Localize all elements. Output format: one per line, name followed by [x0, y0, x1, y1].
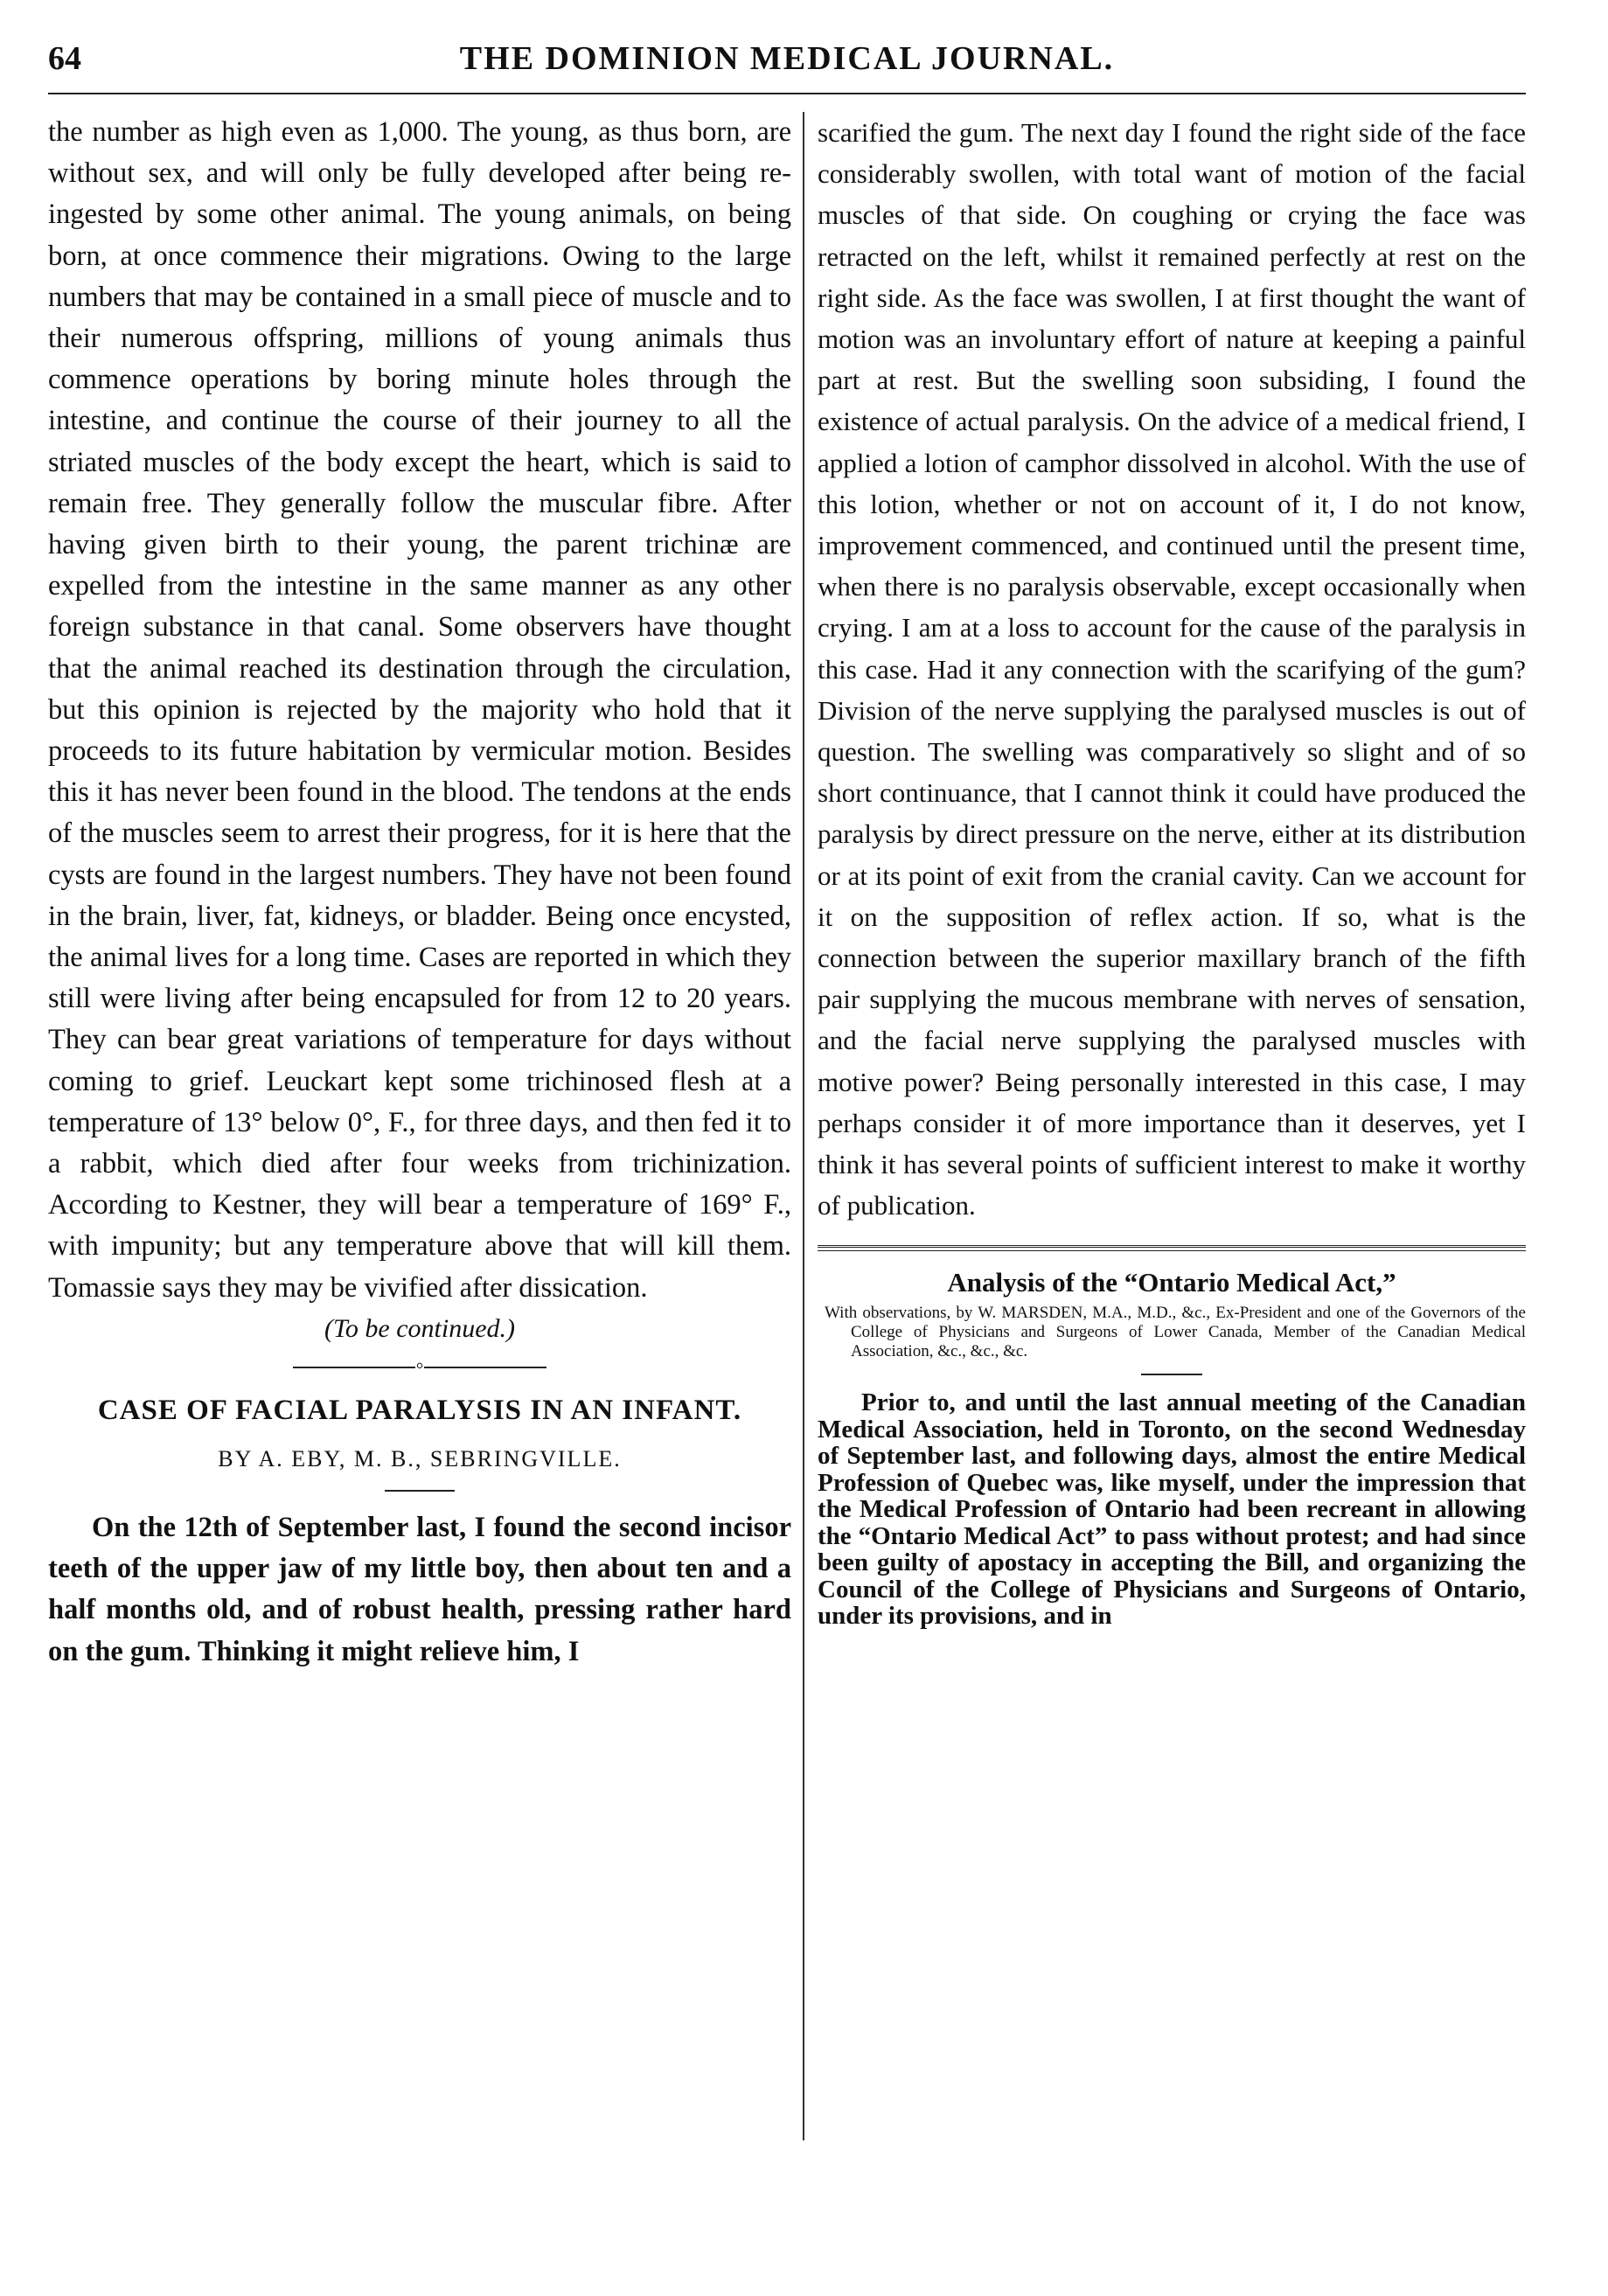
section-rule [818, 1245, 1526, 1251]
article-title: CASE OF FACIAL PARALYSIS IN AN INFANT. [97, 1394, 742, 1426]
analysis-title: Analysis of the “Ontario Medical Act,” [947, 1267, 1396, 1298]
article-byline: BY A. EBY, M. B., SEBRINGVILLE. [218, 1445, 622, 1472]
page-number: 64 [48, 40, 81, 77]
analysis-subtitle: With observations, by W. MARSDEN, M.A., M.D., &c., Ex-President and one of the Governors of the College of Physicians and Surgeons of Lower Canada, Member of the Canadian Medical Association, &c., &c., &c. [825, 1304, 1526, 1361]
ornament-divider: ◦ [48, 1353, 791, 1379]
paralysis-article-continuation: scarified the gum. The next day I found the right side of the face considerably swollen, with total want of motion of the facial muscles of that side. On coughing or crying the face was retracted on the left, whilst it remained perfectly at rest on the right side. As the face was swollen, I at first thought the want of motion was an involuntary effort of nature at keeping a painful part at rest. But the swelling soon subsiding, I found the existence of actual paralysis. On the advice of a medical friend, I applied a lotion of camphor dissolved in alcohol. With the use of this lotion, whether or not on account of it, I do not know, improvement commenced, and continued until the present time, when there is no paralysis observable, except occasionally when crying. I am at a loss to account for the cause of the paralysis in this case. Had it any connection with the scarifying of the gum? Division of the nerve supplying the paralysed muscles is out of question. The swelling was comparatively so slight and of so short continuance, that I cannot think it could have produced the paralysis by direct pressure on the nerve, either at its distribution or at its point of exit from the cranial cavity. Can we account for it on the supposition of reflex action. If so, what is the connection between the superior maxillary branch of the fifth pair supplying the mucous membrane with nerves of sensation, and the facial nerve supplying the paralysed muscles with motive power? Being personally interested in this case, I may perhaps consider it of more importance than it deserves, yet I think it has several points of sufficient interest to make it worthy of publication. [818, 117, 1526, 1221]
short-rule [1141, 1374, 1202, 1375]
running-head: THE DOMINION MEDICAL JOURNAL. [459, 40, 1115, 77]
to-be-continued: (To be continued.) [324, 1313, 516, 1343]
trichina-article-continuation: the number as high even as 1,000. The young, as thus born, are without sex, and will only be fully developed after being re-ingested by some other animal. The young animals, on being born, at once commence their migrations. Owing to the large numbers that may be contained in a small piece of muscle and to their numerous offspring, millions of young animals thus commence operations by boring minute holes through the intestine, and continue the course of their journey to all the striated muscles of the body except the heart, which is said to remain free. They generally follow the muscular fibre. After having given birth to their young, the parent trichinæ are expelled from the intestine in the same manner as any other foreign substance in that canal. Some observers have thought that the animal reached its destination through the circulation, but this opinion is rejected by the majority who hold that it proceeds to its future habitation by vermicular motion. Besides this it has never been found in the blood. The tendons at the ends of the muscles seem to arrest their progress, for it is here that the cysts are found in the largest numbers. They have not been found in the brain, liver, fat, kidneys, or bladder. Being once encysted, the animal lives for a long time. Cases are reported in which they still were living after being encapsuled for from 12 to 20 years. They can bear great variations of temperature for days without coming to grief. Leuckart kept some trichinosed flesh at a temperature of 13° below 0°, F., for three days, and then fed it to a rabbit, which died after four weeks from trichinization. According to Kestner, they will bear a temperature of 169° F., with impunity; but any temperature above that will kill them. Tomassie says they may be vivified after dissication. [48, 116, 791, 1304]
paralysis-article-body: On the 12th of September last, I found the second incisor teeth of the upper jaw of my little boy, then about ten and a half months old, and of robust health, pressing rather hard on the gum. Thinking it might relieve him, I [48, 1511, 791, 1667]
right-column [818, 112, 1526, 2140]
analysis-body: Prior to, and until the last annual meeting of the Canadian Medical Association, held in Toronto, on the second Wednesday of September last, and following days, almost the entire Medical Profession of Quebec was, like myself, under the impression that the Medical Profession of Ontario had been recreant in allowing the “Ontario Medical Act” to pass without protest; and had since been guilty of apostacy in accepting the Bill, and organizing the Council of the College of Physicians and Surgeons of Ontario, under its provisions, and in [818, 1388, 1526, 1631]
header-rule [48, 93, 1526, 94]
column-divider [803, 112, 804, 2140]
short-rule [385, 1490, 455, 1492]
left-column [48, 112, 791, 2140]
page-header [48, 35, 1526, 87]
